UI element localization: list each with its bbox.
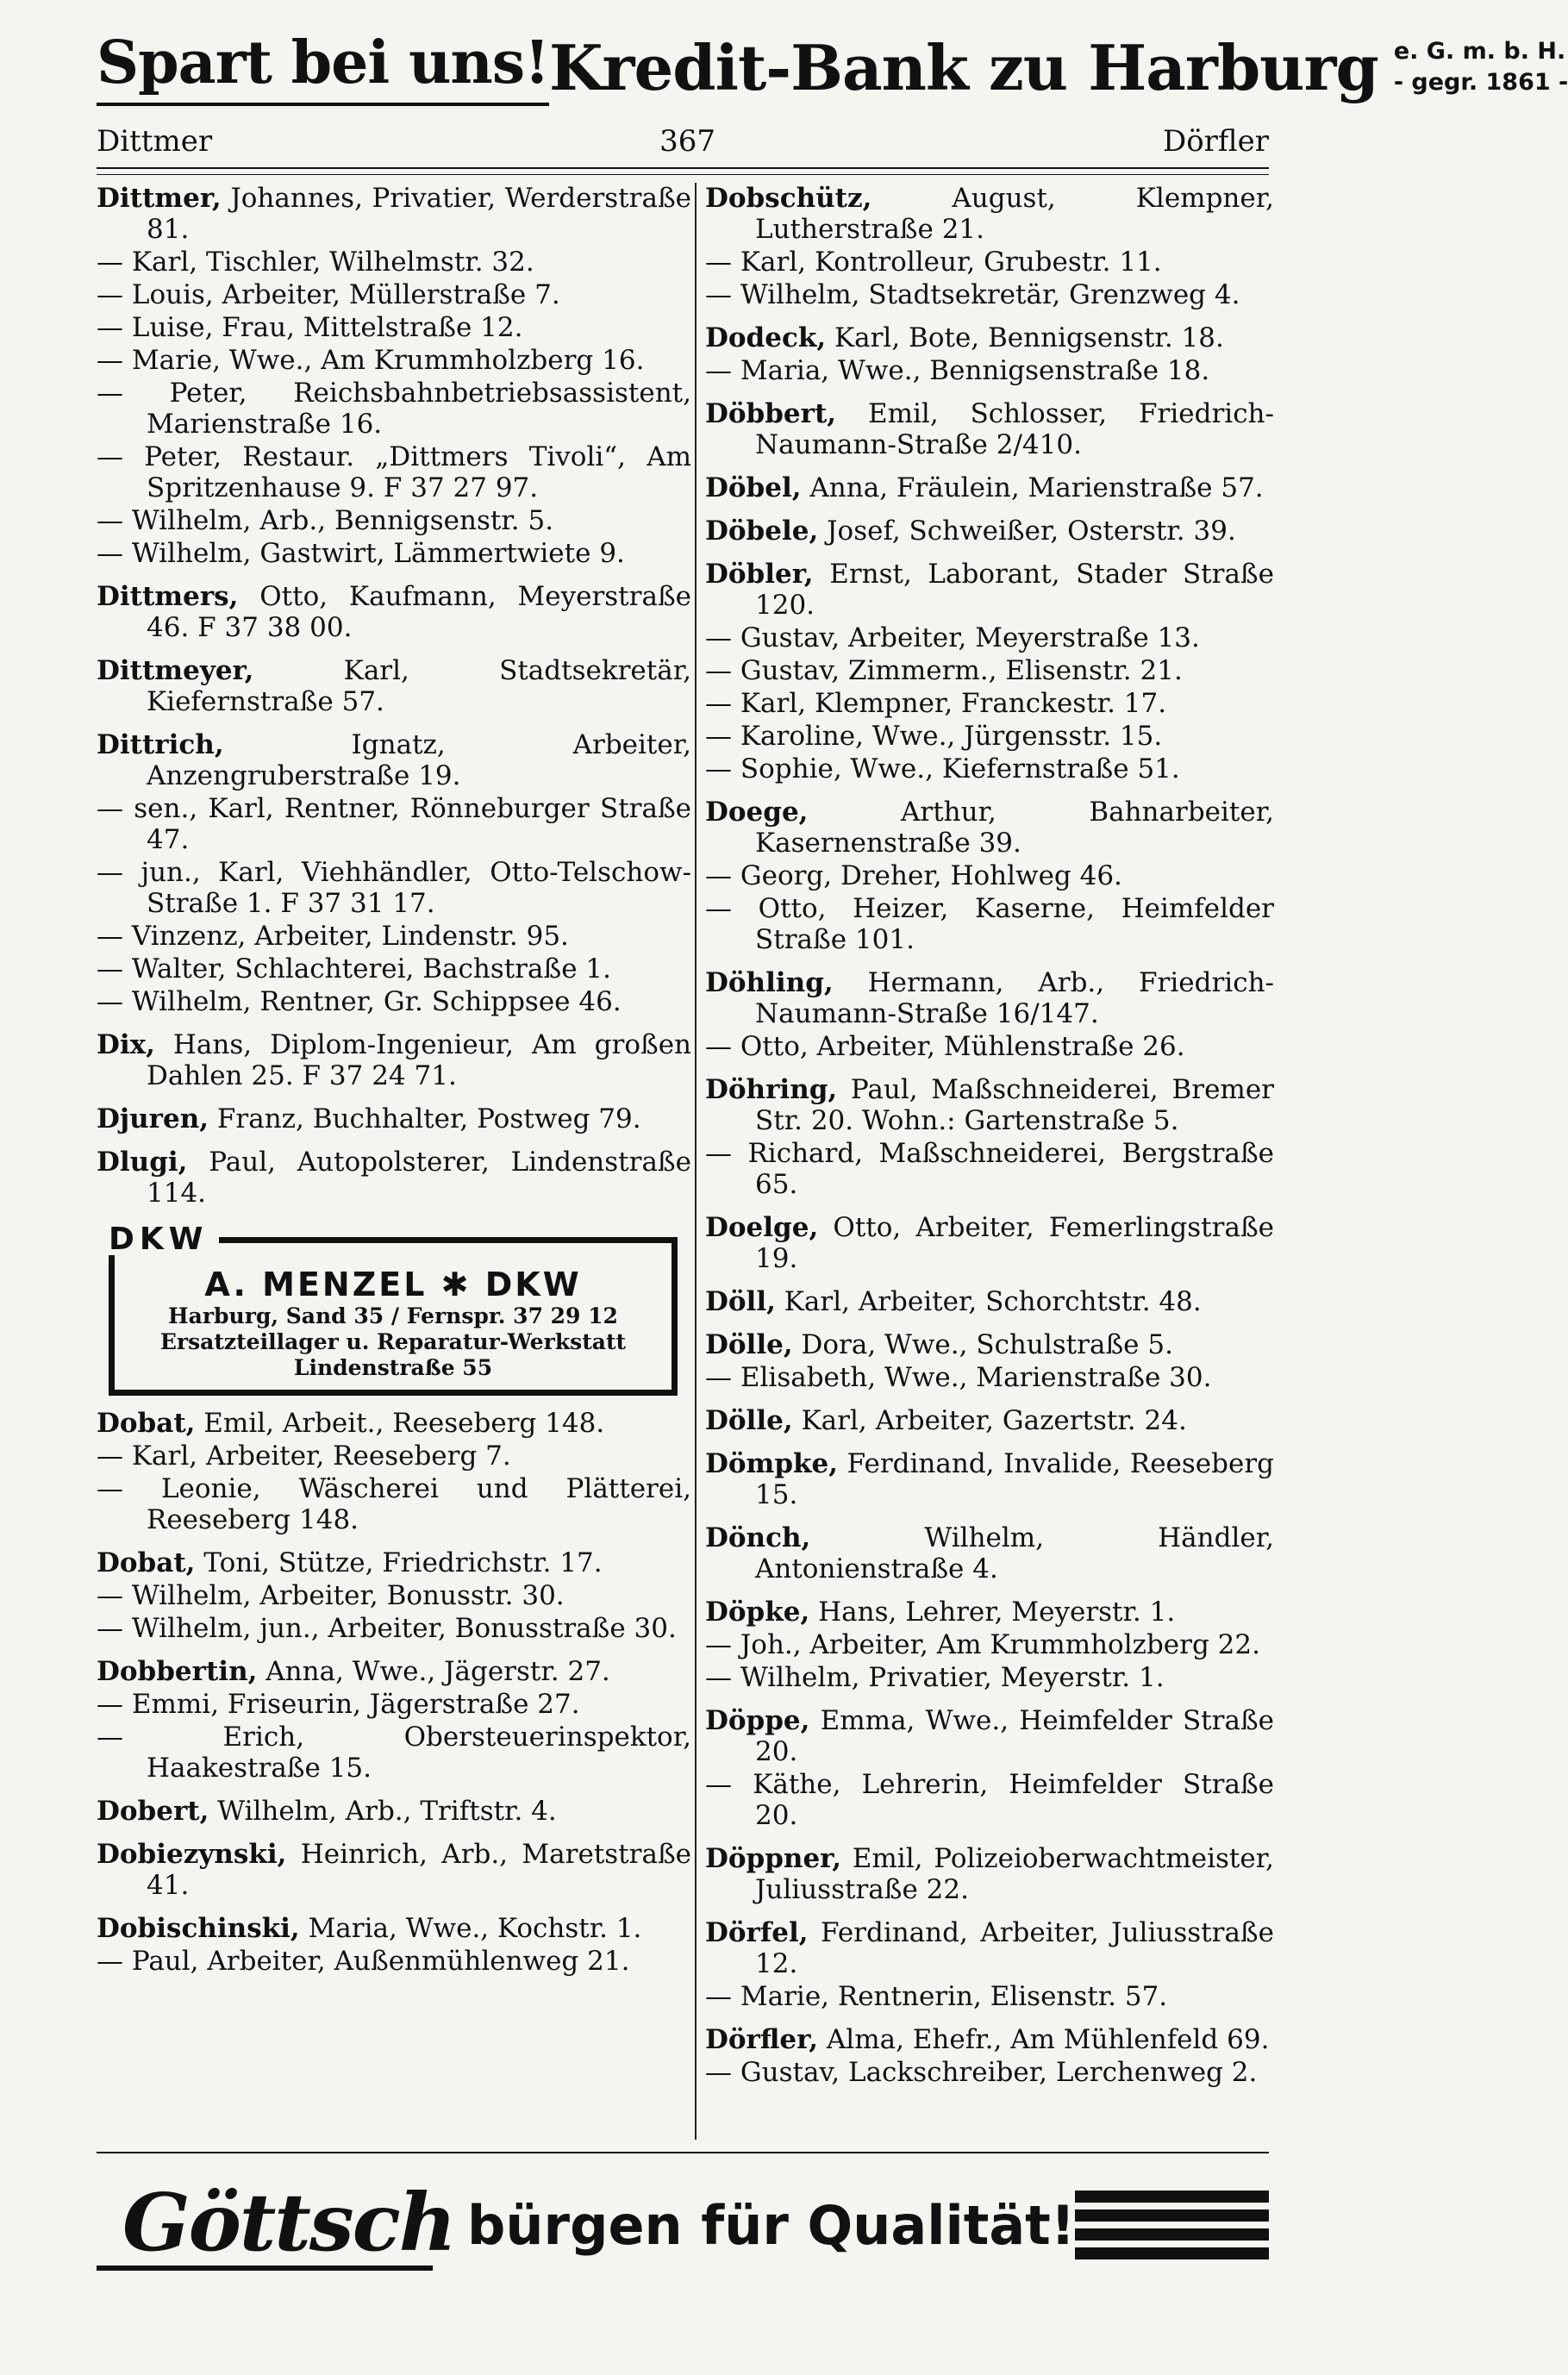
entry-surname: — xyxy=(97,378,123,409)
entry-details: sen., Karl, Rentner, Rönneburger Straße 47. xyxy=(134,793,692,855)
entry-details: Emil, Schlosser, Friedrich-Naumann-Straße 2/410. xyxy=(755,398,1274,460)
entry-surname: Dittmer, xyxy=(97,183,222,214)
entry-surname: Döppe, xyxy=(705,1705,810,1736)
directory-entry xyxy=(705,247,1274,278)
entry-details: Paul, Autopolsterer, Lindenstraße 114. xyxy=(147,1147,691,1209)
entry-details: Wilhelm, Arb., Bennigsenstr. 5. xyxy=(131,505,554,536)
entry-surname: — xyxy=(705,860,732,891)
directory-entry xyxy=(97,247,691,278)
entry-surname: Döhling, xyxy=(705,967,834,998)
directory-entry xyxy=(97,1147,691,1209)
entry-details: Wilhelm, Privatier, Meyerstr. 1. xyxy=(740,1662,1165,1693)
entry-details: Otto, Kaufmann, Meyerstraße 46. F 37 38 00. xyxy=(147,581,691,643)
directory-entry xyxy=(705,1212,1274,1274)
entry-surname: — xyxy=(705,279,732,310)
entry-surname: Dittmeyer, xyxy=(97,655,254,686)
entry-details: Karl, Arbeiter, Schorchtstr. 48. xyxy=(784,1286,1202,1317)
entry-details: Maria, Wwe., Kochstr. 1. xyxy=(308,1913,642,1944)
directory-entry xyxy=(705,322,1274,353)
entry-surname: — xyxy=(97,986,123,1017)
entry-surname: Dittmers, xyxy=(97,581,239,612)
entry-details: Ferdinand, Arbeiter, Juliusstraße 12. xyxy=(755,1917,1274,1979)
footer-brand-logo: Göttsch xyxy=(97,2179,433,2271)
footer-bar xyxy=(1075,2191,1269,2203)
directory-entry xyxy=(705,1448,1274,1510)
directory-entry xyxy=(705,1662,1274,1693)
entry-surname: — xyxy=(97,441,123,472)
dkw-advertisement xyxy=(109,1224,678,1396)
directory-entry xyxy=(97,1547,691,1578)
directory-entry xyxy=(705,1917,1274,1979)
entry-surname: Döbel, xyxy=(705,472,802,503)
running-head-right: Dörfler xyxy=(1162,124,1269,159)
entry-details: Karl, Bote, Bennigsenstr. 18. xyxy=(834,322,1224,353)
entry-surname: — xyxy=(97,345,123,376)
directory-entry xyxy=(705,398,1274,460)
entry-surname: Döll, xyxy=(705,1286,776,1317)
directory-entry xyxy=(705,893,1274,955)
entry-details: Paul, Arbeiter, Außenmühlenweg 21. xyxy=(131,1946,630,1977)
entry-surname: Dobert, xyxy=(97,1796,209,1827)
ad-box xyxy=(109,1237,678,1396)
directory-entry xyxy=(97,378,691,440)
entry-details: August, Klempner, Lutherstraße 21. xyxy=(755,183,1274,245)
entry-details: Hans, Lehrer, Meyerstr. 1. xyxy=(818,1597,1176,1628)
left-entries-after-ad xyxy=(97,1408,691,1977)
entry-surname: — xyxy=(705,1662,732,1693)
footer-decorative-bars xyxy=(1075,2191,1269,2259)
entry-surname: — xyxy=(97,538,123,569)
directory-entry xyxy=(97,729,691,791)
entry-surname: — xyxy=(705,1769,732,1800)
entry-details: Emma, Wwe., Heimfelder Straße 20. xyxy=(755,1705,1274,1767)
entry-surname: — xyxy=(705,1362,732,1393)
directory-entry xyxy=(97,345,691,376)
running-head-left: Dittmer xyxy=(97,124,213,159)
running-head xyxy=(97,121,1269,162)
ad-address: Harburg, Sand 35 / Fernspr. 37 29 12 xyxy=(168,1303,618,1328)
entry-details: Wilhelm, Gastwirt, Lämmertwiete 9. xyxy=(131,538,625,569)
entry-details: Wilhelm, Arb., Triftstr. 4. xyxy=(217,1796,557,1827)
directory-entry xyxy=(97,986,691,1017)
footer-bar xyxy=(1075,2228,1269,2241)
banner-legal xyxy=(1394,36,1568,98)
directory-entry xyxy=(97,505,691,536)
entry-surname: — xyxy=(97,1580,123,1611)
directory-entry xyxy=(97,1441,691,1472)
directory-entry xyxy=(705,183,1274,245)
entry-details: Käthe, Lehrerin, Heimfelder Straße 20. xyxy=(753,1769,1275,1831)
directory-entry xyxy=(97,1689,691,1720)
directory-entry xyxy=(705,355,1274,386)
entry-surname: — xyxy=(705,1981,732,2012)
entry-surname: — xyxy=(97,1441,123,1472)
entry-surname: — xyxy=(97,279,123,310)
directory-entry xyxy=(97,857,691,919)
entry-details: Hermann, Arb., Friedrich-Naumann-Straße 16/147. xyxy=(755,967,1275,1029)
banner-bank-name: Kredit-Bank zu Harburg xyxy=(548,30,1378,104)
entry-details: Karl, Kontrolleur, Grubestr. 11. xyxy=(740,247,1162,278)
entry-surname: — xyxy=(97,247,123,278)
footer-bar xyxy=(1075,2247,1269,2259)
entry-details: Paul, Maßschneiderei, Bremer Str. 20. Wohn.: Gartenstraße 5. xyxy=(755,1074,1274,1136)
entry-details: Karl, Klempner, Franckestr. 17. xyxy=(740,688,1167,719)
entry-details: Emil, Arbeit., Reeseberg 148. xyxy=(203,1408,605,1439)
entry-surname: Döpke, xyxy=(705,1597,810,1628)
entry-details: Wilhelm, jun., Arbeiter, Bonusstraße 30. xyxy=(131,1613,677,1644)
entry-surname: — xyxy=(705,1629,732,1660)
banner-slogan: Spart bei uns! xyxy=(97,28,549,106)
directory-entry xyxy=(705,559,1274,621)
entry-details: Anna, Fräulein, Marienstraße 57. xyxy=(809,472,1264,503)
directory-entry xyxy=(97,312,691,343)
entry-surname: — xyxy=(97,1613,123,1644)
directory-entry xyxy=(705,1405,1274,1436)
entry-surname: — xyxy=(705,1138,732,1169)
entry-surname: — xyxy=(705,655,732,686)
directory-entry xyxy=(705,1705,1274,1767)
entry-details: Gustav, Lackschreiber, Lerchenweg 2. xyxy=(740,2057,1258,2088)
entry-surname: Döbbert, xyxy=(705,398,837,429)
directory-entry xyxy=(705,688,1274,719)
entry-details: Maria, Wwe., Bennigsenstraße 18. xyxy=(740,355,1210,386)
directory-entry xyxy=(705,1362,1274,1393)
directory-entry xyxy=(97,1613,691,1644)
entry-details: Karl, Stadtsekretär, Kiefernstraße 57. xyxy=(147,655,691,717)
directory-entry xyxy=(97,1722,691,1784)
ad-label: DKW xyxy=(109,1224,219,1255)
entry-surname: Dobbertin, xyxy=(97,1656,258,1687)
entry-details: Ferdinand, Invalide, Reeseberg 15. xyxy=(755,1448,1274,1510)
entry-surname: Döbele, xyxy=(705,516,819,547)
entry-details: Joh., Arbeiter, Am Krummholzberg 22. xyxy=(740,1629,1260,1660)
footer-bar xyxy=(1075,2209,1269,2222)
directory-entry xyxy=(705,1074,1274,1136)
entry-details: Erich, Obersteuerinspektor, Haakestraße 15. xyxy=(147,1722,691,1784)
directory-entry xyxy=(705,279,1274,310)
footer-advert xyxy=(97,2160,1269,2290)
header-rule-thin xyxy=(97,174,1269,175)
entry-details: Johannes, Privatier, Werderstraße 81. xyxy=(147,183,691,245)
entry-details: Emil, Polizeioberwachtmeister, Juliusstraße 22. xyxy=(755,1843,1275,1905)
entry-details: Richard, Maßschneiderei, Bergstraße 65. xyxy=(747,1138,1274,1200)
directory-entry xyxy=(705,1329,1274,1360)
directory-entry xyxy=(705,797,1274,859)
directory-entry xyxy=(97,538,691,569)
entry-surname: Doege, xyxy=(705,797,809,828)
entry-details: Wilhelm, Händler, Antonienstraße 4. xyxy=(755,1522,1274,1584)
bank-advert-banner xyxy=(97,28,1568,107)
directory-entry xyxy=(97,921,691,952)
directory-entry xyxy=(705,655,1274,686)
entry-surname: — xyxy=(705,247,732,278)
directory-entry xyxy=(705,1843,1274,1905)
header-rule xyxy=(97,167,1269,169)
directory-entry xyxy=(705,1031,1274,1062)
entry-surname: Dörfler, xyxy=(705,2024,819,2055)
entry-surname: Dix, xyxy=(97,1029,155,1060)
entry-details: Josef, Schweißer, Osterstr. 39. xyxy=(827,516,1236,547)
entry-surname: Dobat, xyxy=(97,1408,196,1439)
entry-details: Leonie, Wäscherei und Plätterei, Reeseberg 148. xyxy=(147,1473,691,1535)
directory-entry xyxy=(705,967,1274,1029)
entry-surname: — xyxy=(705,1031,732,1062)
directory-entry xyxy=(97,1408,691,1439)
entry-surname: Dodeck, xyxy=(705,322,827,353)
directory-entry xyxy=(705,1522,1274,1584)
entry-surname: Döppner, xyxy=(705,1843,842,1874)
entry-details: Heinrich, Arb., Maretstraße 41. xyxy=(147,1839,691,1901)
directory-entry xyxy=(705,1981,1274,2012)
directory-entry xyxy=(97,1839,691,1901)
entry-surname: — xyxy=(97,312,123,343)
directory-entry xyxy=(705,516,1274,547)
entry-surname: — xyxy=(97,505,123,536)
entry-details: Karoline, Wwe., Jürgensstr. 15. xyxy=(740,721,1163,752)
entry-details: Karl, Arbeiter, Gazertstr. 24. xyxy=(801,1405,1187,1436)
entry-details: Marie, Wwe., Am Krummholzberg 16. xyxy=(131,345,645,376)
ad-title: A. MENZEL ✱ DKW xyxy=(204,1266,582,1303)
entry-surname: Dobiezynski, xyxy=(97,1839,287,1870)
entry-details: Wilhelm, Stadtsekretär, Grenzweg 4. xyxy=(740,279,1240,310)
ad-street: Lindenstraße 55 xyxy=(293,1355,493,1380)
entry-surname: — xyxy=(705,688,732,719)
entry-details: Georg, Dreher, Hohlweg 46. xyxy=(740,860,1122,891)
entry-surname: — xyxy=(97,921,123,952)
entry-details: Wilhelm, Arbeiter, Bonusstr. 30. xyxy=(131,1580,565,1611)
footer-rule xyxy=(97,2152,1269,2153)
entry-details: Karl, Tischler, Wilhelmstr. 32. xyxy=(131,247,534,278)
directory-entry xyxy=(705,622,1274,653)
directory-entry xyxy=(97,1796,691,1827)
entry-details: Sophie, Wwe., Kiefernstraße 51. xyxy=(740,753,1180,784)
directory-entry xyxy=(705,1597,1274,1628)
entry-surname: Dittrich, xyxy=(97,729,224,760)
entry-surname: Döbler, xyxy=(705,559,814,590)
entry-details: Franz, Buchhalter, Postweg 79. xyxy=(216,1103,641,1134)
directory-entry xyxy=(97,1029,691,1091)
entry-surname: Dönch, xyxy=(705,1522,811,1553)
directory-entry xyxy=(97,1946,691,1977)
entry-details: Karl, Arbeiter, Reeseberg 7. xyxy=(131,1441,511,1472)
directory-entry xyxy=(97,953,691,984)
entry-surname: Dobschütz, xyxy=(705,183,872,214)
banner-legal-form: e. G. m. b. H. xyxy=(1393,38,1566,65)
right-column xyxy=(705,183,1274,2144)
entry-details: Vinzenz, Arbeiter, Lindenstr. 95. xyxy=(131,921,569,952)
entry-surname: Dlugi, xyxy=(97,1147,188,1178)
entry-surname: Döhring, xyxy=(705,1074,838,1105)
entry-details: Gustav, Arbeiter, Meyerstraße 13. xyxy=(740,622,1200,653)
left-entries xyxy=(97,183,691,1209)
entry-details: Wilhelm, Rentner, Gr. Schippsee 46. xyxy=(131,986,622,1017)
entry-details: Otto, Arbeiter, Femerlingstraße 19. xyxy=(755,1212,1274,1274)
entry-details: Otto, Heizer, Kaserne, Heimfelder Straße 101. xyxy=(755,893,1274,955)
entry-surname: Dölle, xyxy=(705,1405,793,1436)
entry-details: Elisabeth, Wwe., Marienstraße 30. xyxy=(740,1362,1212,1393)
entry-surname: Dobischinski, xyxy=(97,1913,300,1944)
entry-surname: Dörfel, xyxy=(705,1917,809,1948)
entry-surname: Dömpke, xyxy=(705,1448,839,1479)
entry-surname: Djuren, xyxy=(97,1103,209,1134)
column-divider xyxy=(695,183,697,2140)
entry-surname: — xyxy=(97,1722,123,1753)
ad-service: Ersatzteillager u. Reparatur-Werkstatt xyxy=(159,1329,627,1354)
directory-entry xyxy=(705,1138,1274,1200)
directory-entry xyxy=(97,1473,691,1535)
directory-entry xyxy=(97,793,691,855)
entry-surname: — xyxy=(97,953,123,984)
entry-details: Dora, Wwe., Schulstraße 5. xyxy=(801,1329,1173,1360)
entry-details: Hans, Diplom-Ingenieur, Am großen Dahlen 25. F 37 24 71. xyxy=(147,1029,692,1091)
entry-details: jun., Karl, Viehhändler, Otto-Telschow-Straße 1. F 37 31 17. xyxy=(141,857,691,919)
entry-surname: Doelge, xyxy=(705,1212,819,1243)
entry-surname: — xyxy=(97,1946,123,1977)
entry-surname: — xyxy=(705,893,732,924)
entry-surname: — xyxy=(705,721,732,752)
directory-entry xyxy=(705,1769,1274,1831)
entry-details: Anna, Wwe., Jägerstr. 27. xyxy=(265,1656,610,1687)
directory-entry xyxy=(705,2057,1274,2088)
directory-entry xyxy=(97,279,691,310)
entry-details: Alma, Ehefr., Am Mühlenfeld 69. xyxy=(826,2024,1270,2055)
entry-surname: Dobat, xyxy=(97,1547,196,1578)
entry-surname: — xyxy=(705,622,732,653)
directory-entry xyxy=(705,860,1274,891)
entry-details: Marie, Rentnerin, Elisenstr. 57. xyxy=(740,1981,1168,2012)
entry-surname: — xyxy=(705,753,732,784)
directory-entry xyxy=(97,1656,691,1687)
footer-slogan: bürgen für Qualität! xyxy=(467,2193,1076,2257)
entry-details: Ignatz, Arbeiter, Anzengruberstraße 19. xyxy=(147,729,691,791)
entry-surname: — xyxy=(97,1689,123,1720)
page-number: 367 xyxy=(659,124,715,159)
right-entries xyxy=(705,183,1274,2088)
directory-entry xyxy=(705,1629,1274,1660)
entry-surname: Dölle, xyxy=(705,1329,793,1360)
directory-entry xyxy=(97,183,691,245)
entry-surname: — xyxy=(705,2057,732,2088)
directory-entry xyxy=(705,2024,1274,2055)
entry-surname: — xyxy=(705,355,732,386)
directory-entry xyxy=(97,441,691,503)
entry-details: Peter, Restaur. „Dittmers Tivoli“, Am Spritzenhause 9. F 37 27 97. xyxy=(144,441,691,503)
entry-details: Louis, Arbeiter, Müllerstraße 7. xyxy=(131,279,560,310)
directory-entry xyxy=(97,655,691,717)
directory-entry xyxy=(97,581,691,643)
entry-details: Ernst, Laborant, Stader Straße 120. xyxy=(755,559,1274,621)
entry-details: Otto, Arbeiter, Mühlenstraße 26. xyxy=(740,1031,1185,1062)
directory-entry xyxy=(97,1580,691,1611)
entry-surname: — xyxy=(97,857,123,888)
directory-entry xyxy=(705,753,1274,784)
entry-details: Arthur, Bahnarbeiter, Kasernenstraße 39. xyxy=(755,797,1275,859)
directory-entry xyxy=(97,1103,691,1134)
entry-details: Peter, Reichsbahnbetriebsassistent, Marienstraße 16. xyxy=(147,378,691,440)
entry-surname: — xyxy=(97,793,123,824)
entry-details: Emmi, Friseurin, Jägerstraße 27. xyxy=(131,1689,580,1720)
banner-founded: - gegr. 1861 - xyxy=(1393,69,1568,96)
entry-surname: — xyxy=(97,1473,123,1504)
entry-details: Walter, Schlachterei, Bachstraße 1. xyxy=(131,953,611,984)
entry-details: Toni, Stütze, Friedrichstr. 17. xyxy=(203,1547,603,1578)
left-column xyxy=(97,183,691,2144)
directory-entry xyxy=(705,1286,1274,1317)
entry-details: Gustav, Zimmerm., Elisenstr. 21. xyxy=(740,655,1183,686)
directory-entry xyxy=(705,721,1274,752)
directory-entry xyxy=(705,472,1274,503)
entry-details: Luise, Frau, Mittelstraße 12. xyxy=(131,312,523,343)
directory-entry xyxy=(97,1913,691,1944)
